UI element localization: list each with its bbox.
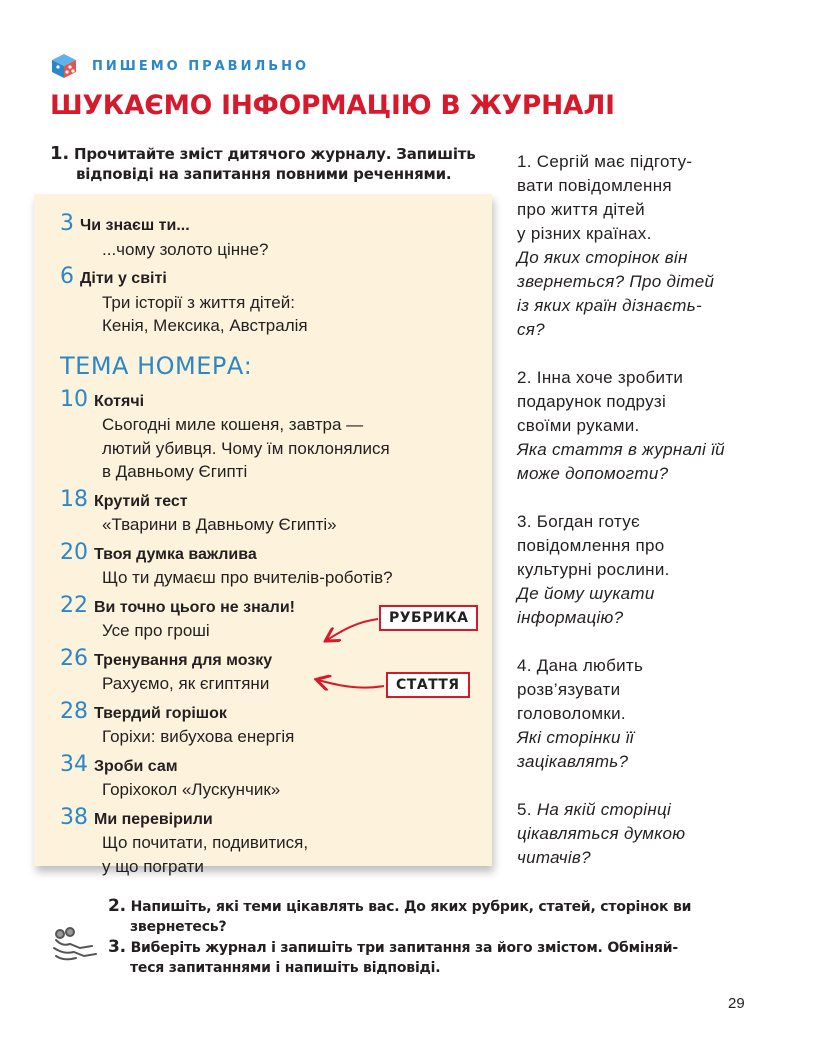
question-text: головоломки. <box>517 704 626 723</box>
question-prompt: звернеться? Про дітей <box>517 272 715 291</box>
task-text-line-1: Напишіть, які теми цікавлять вас. До яких рубрик, статей, сторінок ви <box>130 899 692 915</box>
entry-title: Крутий тест <box>94 492 188 510</box>
task-text-line-1: Виберіть журнал і запишіть три запитання за його змістом. Обміняй- <box>130 940 678 956</box>
task-text-line-2: звернетесь? <box>130 919 227 935</box>
question-3 <box>517 510 757 630</box>
additional-tasks <box>108 896 728 978</box>
page-title: ШУКАЄМО ІНФОРМАЦІЮ В ЖУРНАЛІ <box>50 90 615 121</box>
entry-description: Сьогодні миле кошеня, завтра — <box>102 415 364 434</box>
question-text: своїми руками. <box>517 416 640 435</box>
entry-title: Тренування для мозку <box>94 651 273 669</box>
task-number: 2. <box>108 896 126 916</box>
question-text: повідомлення про <box>517 536 665 555</box>
entry-title: Твердий горішок <box>94 704 227 722</box>
question-text: розв’язувати <box>517 680 621 699</box>
question-text: 3. Богдан готує <box>517 512 640 531</box>
entry-description: у що пограти <box>102 856 204 876</box>
question-text: 4. Дана любить <box>517 656 644 675</box>
task-text-line-2: відповіді на запитання повними реченнями. <box>76 165 452 183</box>
task-3 <box>108 937 728 978</box>
entry-title: Котячі <box>94 392 145 410</box>
question-prompt: може допомогти? <box>517 464 669 483</box>
entry-title: Твоя думка важлива <box>94 545 257 563</box>
contents-entry <box>60 388 490 484</box>
rubric-label: РУБРИКА <box>379 605 478 631</box>
question-4 <box>517 654 757 774</box>
task-2 <box>108 896 728 937</box>
entry-page-number: 22 <box>60 592 88 618</box>
question-text: подарунок подрузі <box>517 392 667 411</box>
questions-column <box>517 150 757 894</box>
question-prompt: читачів? <box>517 848 591 867</box>
entry-description: Горіхи: вибухова енергія <box>102 727 295 746</box>
contents-entry <box>60 488 490 537</box>
contents-entry <box>60 806 490 879</box>
question-text: 1. Сергій має підготу- <box>517 152 693 171</box>
entry-page-number: 3 <box>60 211 74 236</box>
page-number: 29 <box>728 995 745 1012</box>
question-text: про життя дітей <box>517 200 645 219</box>
entry-description: Що почитати, подивитися, <box>102 833 309 852</box>
question-1 <box>517 150 757 342</box>
entry-page-number: 18 <box>60 486 88 512</box>
entry-page-number: 38 <box>60 804 88 830</box>
entry-description: лютий убивця. Чому їм поклонялися <box>102 438 390 458</box>
magazine-contents-card <box>34 194 492 876</box>
entry-description: «Тварини в Давньому Єгипті» <box>102 515 337 534</box>
section-label: ПИШЕМО ПРАВИЛЬНО <box>92 58 310 74</box>
entry-page-number: 34 <box>60 751 88 777</box>
entry-description: Рахуємо, як єгиптяни <box>102 674 270 693</box>
issue-theme-heading: ТЕМА НОМЕРА: <box>60 351 253 380</box>
entry-page-number: 26 <box>60 645 88 671</box>
contents-entry <box>60 541 490 590</box>
contents-entry <box>60 700 490 749</box>
entry-description: ...чому золото цінне? <box>102 239 269 259</box>
question-prompt: Яка стаття в журналі їй <box>517 440 725 459</box>
contents-entry <box>60 212 490 261</box>
entry-description: Горіхокол «Лускунчик» <box>102 780 281 799</box>
question-text: 2. Інна хоче зробити <box>517 368 684 387</box>
entry-description: Що ти думаєш про вчителів-роботів? <box>102 568 393 587</box>
task-1 <box>50 144 480 184</box>
contents-list <box>60 212 490 882</box>
entry-page-number: 10 <box>60 386 88 412</box>
question-prompt: На якій сторінці <box>536 800 672 819</box>
question-5 <box>517 798 757 870</box>
question-prompt: зацікавлять? <box>517 752 629 771</box>
question-prompt: Які сторінки її <box>517 728 634 747</box>
contents-entry <box>60 265 490 338</box>
entry-title: Ми перевірили <box>94 810 213 828</box>
question-text: вати повідомлення <box>517 176 672 195</box>
question-2 <box>517 366 757 486</box>
task-text-line-1: Прочитайте зміст дитячого журналу. Запишіть <box>74 145 476 163</box>
contents-entry <box>60 753 490 802</box>
question-text: 5. <box>517 800 532 819</box>
entry-description: Три історії з життя дітей: <box>102 292 295 312</box>
section-header <box>50 52 309 80</box>
question-text: культурні рослини. <box>517 560 670 579</box>
task-number: 3. <box>108 937 126 957</box>
entry-page-number: 28 <box>60 698 88 724</box>
question-prompt: цікавляться думкою <box>517 824 686 843</box>
question-prompt: ся? <box>517 320 545 339</box>
entry-page-number: 20 <box>60 539 88 565</box>
entry-description: Кенія, Мексика, Австралія <box>102 316 308 335</box>
question-text: у різних країнах. <box>517 224 652 243</box>
task-text-line-2: теся запитаннями і напишіть відповіді. <box>130 960 441 976</box>
entry-title: Діти у світі <box>80 270 167 287</box>
question-prompt: інформацію? <box>517 608 624 627</box>
article-label: СТАТТЯ <box>386 672 470 698</box>
question-prompt: із яких країн дізнаєть- <box>517 296 702 315</box>
task-number: 1. <box>50 143 69 164</box>
question-prompt: До яких сторінок він <box>517 248 688 267</box>
entry-description: Усе про гроші <box>102 621 210 640</box>
question-prompt: Де йому шукати <box>517 584 655 603</box>
entry-description: в Давньому Єгипті <box>102 462 248 481</box>
entry-page-number: 6 <box>60 264 74 289</box>
cube-icon <box>50 52 78 80</box>
entry-title: Ви точно цього не знали! <box>94 598 295 616</box>
entry-title: Чи знаєш ти... <box>80 217 190 234</box>
team-work-icon <box>50 926 98 966</box>
entry-title: Зроби сам <box>94 757 178 775</box>
